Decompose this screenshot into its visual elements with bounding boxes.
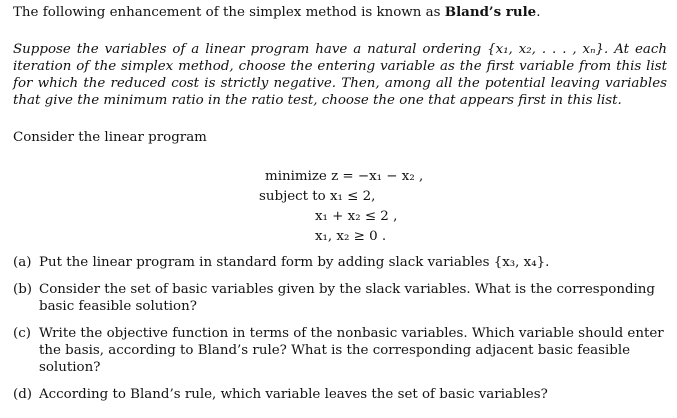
intro-text: The following enhancement of the simplex method is known as [13, 5, 445, 20]
question-item [13, 254, 667, 271]
consider-text: Consider the linear program [13, 130, 207, 145]
linear-program [13, 168, 667, 244]
lp-objective: minimize z = −x₁ − x₂ , [265, 169, 424, 184]
question-text: Write the objective function in terms of the nonbasic variables. Which variable should enter the basis, according to Bland’s rule? What is the corresponding adjacent basic feasible solution? [39, 326, 664, 375]
question-label: (b) [13, 282, 33, 297]
question-item [13, 386, 667, 403]
question-list [13, 254, 667, 403]
question-text: Consider the set of basic variables given by the slack variables. What is the corresponding basic feasible solution? [39, 282, 655, 314]
intro-period: . [536, 5, 541, 20]
lp-constraint-1: subject to x₁ ≤ 2, [259, 189, 376, 204]
question-label: (c) [13, 326, 31, 341]
document-page [13, 4, 667, 413]
lp-constraint-3: x₁, x₂ ≥ 0 . [315, 229, 387, 244]
question-text: According to Bland’s rule, which variable leaves the set of basic variables? [39, 387, 548, 402]
question-label: (a) [13, 255, 32, 270]
lp-constraint-2: x₁ + x₂ ≤ 2 , [315, 209, 398, 224]
intro-paragraph [13, 4, 667, 21]
definition-paragraph: Suppose the variables of a linear program have a natural ordering {x₁, x₂, . . . , xₙ}. At each iteration of the simplex method, choose the entering variable as the first variable from this list for which the reduced cost is strictly negative. Then, among all the potential leaving variables that give the minimum ratio in the ratio test, choose the one that appears first in this list. [13, 42, 667, 108]
question-text: Put the linear program in standard form by adding slack variables {x₃, x₄}. [39, 255, 550, 270]
question-item [13, 325, 667, 376]
blands-rule-term: Bland’s rule [444, 4, 537, 20]
question-item [13, 281, 667, 315]
question-label: (d) [13, 387, 33, 402]
